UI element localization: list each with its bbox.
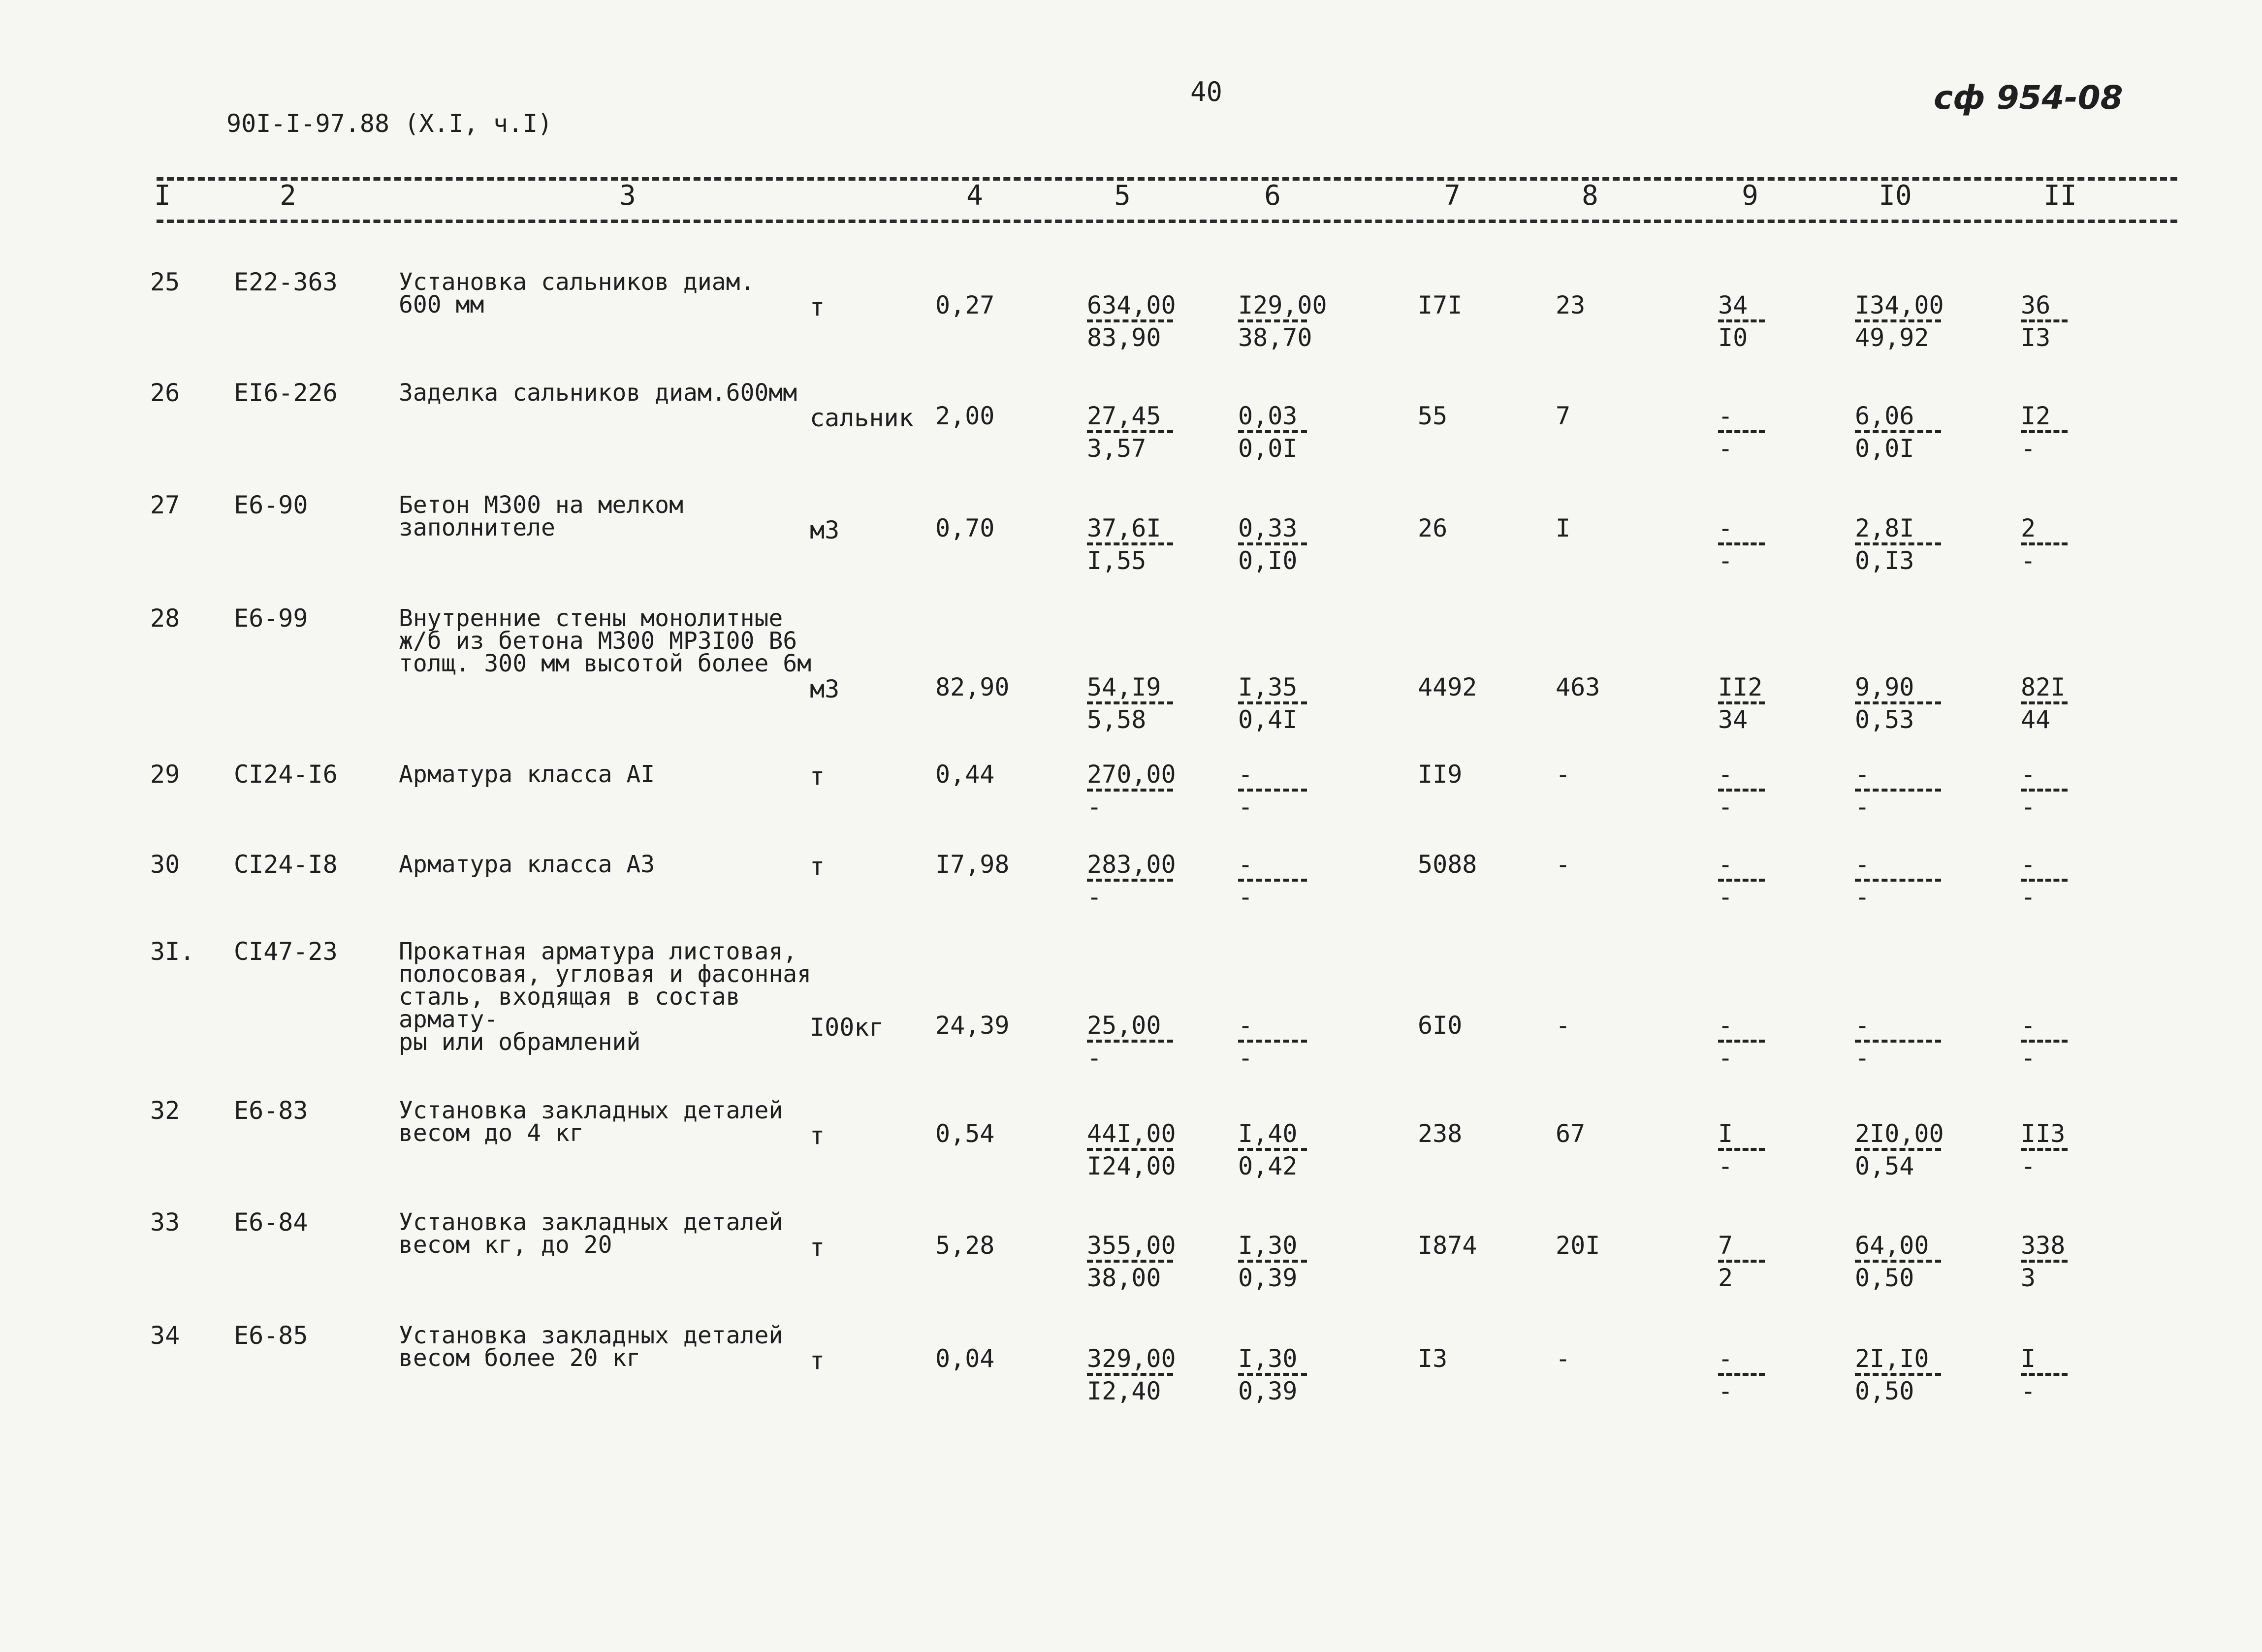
denominator: -: [1855, 793, 1870, 821]
rate-code: E6-83: [234, 1096, 308, 1125]
fraction-bar: [1238, 1260, 1307, 1263]
numerator: 329,00: [1087, 1344, 1176, 1373]
fraction-bar: [1087, 542, 1173, 545]
fraction-bar: [1718, 1373, 1765, 1376]
machine-total: [1718, 291, 1765, 352]
labor-total: [2021, 1119, 2068, 1180]
numerator: -: [1855, 1011, 1870, 1040]
fraction-bar: [1855, 1040, 1941, 1043]
machine-cost: [1238, 760, 1307, 821]
denominator: -: [1855, 883, 1870, 911]
wage-total: 7: [1556, 402, 1571, 430]
quantity: 0,27: [935, 291, 995, 319]
row-number: 26: [150, 379, 180, 407]
fraction-bar: [1718, 789, 1765, 792]
numerator: 82I: [2021, 673, 2066, 701]
row-number: 25: [150, 268, 180, 296]
numerator: I,30: [1238, 1344, 1298, 1373]
unit-of-measure: м3: [810, 675, 840, 703]
denominator: 0,50: [1855, 1264, 1914, 1292]
labor-per-unit: [1855, 1231, 1941, 1292]
unit-cost: [1087, 402, 1173, 463]
denominator: I2,40: [1087, 1377, 1161, 1405]
unit-cost: [1087, 673, 1173, 734]
row-number: 3I.: [150, 937, 195, 966]
numerator: 270,00: [1087, 760, 1176, 789]
labor-total: [2021, 1011, 2068, 1072]
quantity: 5,28: [935, 1231, 995, 1260]
rate-code: E6-85: [234, 1321, 308, 1350]
fraction-bar: [2021, 1148, 2068, 1151]
numerator: 37,6I: [1087, 514, 1161, 542]
denominator: -: [1087, 793, 1102, 821]
numerator: 2I0,00: [1855, 1119, 1944, 1148]
rate-code: E6-99: [234, 604, 308, 633]
denominator: -: [2021, 1152, 2036, 1180]
unit-cost: [1087, 1344, 1176, 1405]
document-code: 90I-I-97.88 (X.I, ч.I): [226, 109, 553, 138]
fraction-bar: [2021, 1260, 2068, 1263]
rate-code: CI47-23: [234, 937, 338, 966]
quantity: 24,39: [935, 1011, 1010, 1040]
denominator: -: [2021, 546, 2036, 575]
rate-code: EI6-226: [234, 379, 338, 407]
total-cost: I7I: [1418, 291, 1463, 319]
fraction-bar: [1718, 701, 1765, 704]
denominator: -: [1238, 1044, 1253, 1072]
column-number: 5: [1114, 180, 1131, 212]
quantity: 0,70: [935, 514, 995, 542]
rate-code: E6-90: [234, 491, 308, 519]
wage-total: -: [1556, 850, 1571, 879]
column-number: I: [154, 180, 171, 212]
machine-cost: [1238, 850, 1307, 911]
fraction-bar: [1238, 1148, 1307, 1151]
fraction-bar: [1087, 319, 1173, 322]
numerator: 2I,I0: [1855, 1344, 1929, 1373]
numerator: I29,00: [1238, 291, 1327, 319]
total-cost: 55: [1418, 402, 1448, 430]
work-description: Установка закладных деталей весом более 20 кг: [399, 1322, 783, 1372]
row-number: 27: [150, 491, 180, 519]
sheet-mark: сф 954-08: [1934, 79, 2123, 117]
labor-total: [2021, 1344, 2068, 1405]
wage-total: -: [1556, 760, 1571, 789]
denominator: I,55: [1087, 546, 1147, 575]
denominator: 3: [2021, 1264, 2036, 1292]
denominator: 0,I3: [1855, 546, 1914, 575]
work-description: Бетон М300 на мелком заполнителе: [399, 491, 683, 541]
numerator: -: [2021, 850, 2036, 879]
machine-total: [1718, 850, 1765, 911]
numerator: 2,8I: [1855, 514, 1914, 542]
numerator: I: [2021, 1344, 2036, 1373]
column-number: 2: [280, 180, 296, 212]
machine-cost: [1238, 673, 1307, 734]
denominator: -: [1855, 1044, 1870, 1072]
quantity: 82,90: [935, 673, 1010, 701]
total-cost: I874: [1418, 1231, 1477, 1260]
machine-total: [1718, 673, 1765, 734]
numerator: I: [1718, 1119, 1733, 1148]
fraction-bar: [2021, 319, 2068, 322]
row-number: 28: [150, 604, 180, 633]
denominator: 38,70: [1238, 323, 1312, 352]
fraction-bar: [1238, 879, 1307, 882]
denominator: -: [1718, 883, 1733, 911]
unit-cost: [1087, 291, 1176, 352]
rate-code: CI24-I8: [234, 850, 338, 879]
numerator: I2: [2021, 402, 2051, 430]
total-cost: I3: [1418, 1344, 1448, 1373]
rate-code: E22-363: [234, 268, 338, 296]
denominator: -: [1087, 883, 1102, 911]
denominator: -: [1718, 1377, 1733, 1405]
numerator: 283,00: [1087, 850, 1176, 879]
numerator: 0,03: [1238, 402, 1298, 430]
total-cost: 238: [1418, 1119, 1463, 1148]
unit-of-measure: т: [810, 1233, 825, 1262]
column-number: 3: [619, 180, 636, 212]
work-description: Арматура класса А3: [399, 851, 655, 878]
fraction-bar: [1718, 319, 1765, 322]
denominator: 0,39: [1238, 1264, 1298, 1292]
column-number: 7: [1444, 180, 1461, 212]
numerator: 54,I9: [1087, 673, 1161, 701]
machine-cost: [1238, 1011, 1307, 1072]
numerator: I,35: [1238, 673, 1298, 701]
numerator: -: [1238, 1011, 1253, 1040]
fraction-bar: [1238, 430, 1307, 433]
denominator: 44: [2021, 705, 2051, 734]
fraction-bar: [1087, 701, 1173, 704]
row-number: 32: [150, 1096, 180, 1125]
machine-total: [1718, 1119, 1765, 1180]
denominator: 49,92: [1855, 323, 1929, 352]
labor-per-unit: [1855, 1119, 1944, 1180]
machine-total: [1718, 1344, 1765, 1405]
unit-of-measure: м3: [810, 516, 840, 544]
fraction-bar: [1087, 1148, 1173, 1151]
fraction-bar: [2021, 701, 2068, 704]
column-number: I0: [1879, 180, 1912, 212]
fraction-bar: [2021, 542, 2068, 545]
labor-total: [2021, 402, 2068, 463]
fraction-bar: [1855, 542, 1941, 545]
numerator: 0,33: [1238, 514, 1298, 542]
unit-of-measure: I00кг: [810, 1013, 884, 1042]
numerator: -: [1238, 760, 1253, 789]
fraction-bar: [1855, 879, 1941, 882]
labor-per-unit: [1855, 1011, 1941, 1072]
unit-cost: [1087, 1119, 1176, 1180]
quantity: I7,98: [935, 850, 1010, 879]
wage-total: 67: [1556, 1119, 1586, 1148]
row-number: 29: [150, 760, 180, 789]
column-number: II: [2043, 180, 2077, 212]
rate-code: E6-84: [234, 1208, 308, 1237]
unit-of-measure: сальник: [810, 404, 914, 432]
machine-cost: [1238, 1344, 1307, 1405]
unit-cost: [1087, 1011, 1173, 1072]
machine-cost: [1238, 1119, 1307, 1180]
row-number: 34: [150, 1321, 180, 1350]
wage-total: 23: [1556, 291, 1586, 319]
wage-total: -: [1556, 1344, 1571, 1373]
wage-total: I: [1556, 514, 1571, 542]
row-number: 30: [150, 850, 180, 879]
labor-per-unit: [1855, 760, 1941, 821]
labor-total: [2021, 673, 2068, 734]
work-description: Заделка сальников диам.600мм: [399, 379, 797, 407]
numerator: 9,90: [1855, 673, 1914, 701]
denominator: 38,00: [1087, 1264, 1161, 1292]
unit-of-measure: т: [810, 762, 825, 791]
machine-cost: [1238, 291, 1327, 352]
denominator: -: [1238, 883, 1253, 911]
numerator: 64,00: [1855, 1231, 1929, 1260]
machine-total: [1718, 760, 1765, 821]
work-description: Арматура класса АI: [399, 761, 655, 788]
fraction-bar: [1718, 430, 1765, 433]
fraction-bar: [1087, 1260, 1173, 1263]
denominator: 0,0I: [1855, 434, 1914, 463]
numerator: 6,06: [1855, 402, 1914, 430]
numerator: 7: [1718, 1231, 1733, 1260]
work-description: Установка закладных деталей весом до 4 кг: [399, 1097, 783, 1147]
labor-per-unit: [1855, 514, 1941, 575]
machine-cost: [1238, 514, 1307, 575]
fraction-bar: [1855, 1373, 1941, 1376]
denominator: -: [2021, 1377, 2036, 1405]
numerator: -: [2021, 760, 2036, 789]
machine-cost: [1238, 1231, 1307, 1292]
fraction-bar: [1855, 789, 1941, 792]
denominator: 0,4I: [1238, 705, 1298, 734]
labor-per-unit: [1855, 291, 1944, 352]
work-description: Установка сальников диам. 600 мм: [399, 268, 755, 318]
numerator: I34,00: [1855, 291, 1944, 319]
total-cost: II9: [1418, 760, 1463, 789]
unit-of-measure: т: [810, 1121, 825, 1150]
numerator: 355,00: [1087, 1231, 1176, 1260]
fraction-bar: [1855, 1148, 1941, 1151]
numerator: 36: [2021, 291, 2051, 319]
unit-of-measure: т: [810, 1346, 825, 1375]
unit-of-measure: т: [810, 852, 825, 881]
numerator: 338: [2021, 1231, 2066, 1260]
unit-cost: [1087, 850, 1176, 911]
denominator: -: [1718, 1152, 1733, 1180]
denominator: 3,57: [1087, 434, 1147, 463]
labor-total: [2021, 760, 2068, 821]
denominator: 0,53: [1855, 705, 1914, 734]
fraction-bar: [1855, 1260, 1941, 1263]
wage-total: 463: [1556, 673, 1600, 701]
fraction-bar: [1855, 319, 1941, 322]
numerator: 27,45: [1087, 402, 1161, 430]
numerator: -: [2021, 1011, 2036, 1040]
denominator: 83,90: [1087, 323, 1161, 352]
denominator: 5,58: [1087, 705, 1147, 734]
denominator: -: [2021, 434, 2036, 463]
denominator: -: [2021, 793, 2036, 821]
machine-total: [1718, 402, 1765, 463]
fraction-bar: [1718, 1040, 1765, 1043]
numerator: 634,00: [1087, 291, 1176, 319]
wage-total: 20I: [1556, 1231, 1600, 1260]
labor-per-unit: [1855, 850, 1941, 911]
unit-cost: [1087, 1231, 1176, 1292]
denominator: -: [1087, 1044, 1102, 1072]
numerator: 2: [2021, 514, 2036, 542]
total-cost: 4492: [1418, 673, 1477, 701]
denominator: I3: [2021, 323, 2051, 352]
machine-total: [1718, 1011, 1765, 1072]
denominator: 0,I0: [1238, 546, 1298, 575]
denominator: -: [1718, 546, 1733, 575]
fraction-bar: [1087, 879, 1173, 882]
fraction-bar: [1087, 789, 1173, 792]
denominator: -: [1238, 793, 1253, 821]
work-description: Установка закладных деталей весом кг, до 20: [399, 1208, 783, 1259]
denominator: 0,50: [1855, 1377, 1914, 1405]
fraction-bar: [1087, 1040, 1173, 1043]
fraction-bar: [1718, 879, 1765, 882]
fraction-bar: [1087, 430, 1173, 433]
labor-per-unit: [1855, 1344, 1941, 1405]
denominator: -: [1718, 1044, 1733, 1072]
fraction-bar: [1718, 1148, 1765, 1151]
labor-per-unit: [1855, 673, 1941, 734]
denominator: 34: [1718, 705, 1748, 734]
column-number: 9: [1742, 180, 1758, 212]
unit-of-measure: т: [810, 293, 825, 321]
numerator: -: [1855, 850, 1870, 879]
column-number: 4: [966, 180, 983, 212]
machine-cost: [1238, 402, 1307, 463]
denominator: 0,0I: [1238, 434, 1298, 463]
numerator: -: [1718, 760, 1733, 789]
numerator: -: [1718, 514, 1733, 542]
fraction-bar: [2021, 1040, 2068, 1043]
fraction-bar: [2021, 1373, 2068, 1376]
denominator: 0,54: [1855, 1152, 1914, 1180]
denominator: 0,39: [1238, 1377, 1298, 1405]
denominator: I24,00: [1087, 1152, 1176, 1180]
numerator: -: [1238, 850, 1253, 879]
row-number: 33: [150, 1208, 180, 1237]
total-cost: 5088: [1418, 850, 1477, 879]
unit-cost: [1087, 760, 1176, 821]
labor-total: [2021, 514, 2068, 575]
quantity: 0,44: [935, 760, 995, 789]
denominator: -: [1718, 793, 1733, 821]
labor-total: [2021, 1231, 2068, 1292]
numerator: -: [1718, 1344, 1733, 1373]
fraction-bar: [1238, 789, 1307, 792]
fraction-bar: [1238, 542, 1307, 545]
numerator: I,30: [1238, 1231, 1298, 1260]
denominator: -: [1718, 434, 1733, 463]
column-number: 6: [1264, 180, 1281, 212]
machine-total: [1718, 1231, 1765, 1292]
work-description: Внутренние стены монолитные ж/б из бетона М300 МРЗI00 В6 толщ. 300 мм высотой более 6м: [399, 604, 812, 677]
numerator: -: [1718, 402, 1733, 430]
fraction-bar: [1718, 1260, 1765, 1263]
column-number: 8: [1582, 180, 1598, 212]
labor-total: [2021, 850, 2068, 911]
numerator: -: [1718, 850, 1733, 879]
labor-per-unit: [1855, 402, 1941, 463]
quantity: 0,04: [935, 1344, 995, 1373]
fraction-bar: [1855, 701, 1941, 704]
quantity: 2,00: [935, 402, 995, 430]
denominator: I0: [1718, 323, 1748, 352]
denominator: 0,42: [1238, 1152, 1298, 1180]
fraction-bar: [1238, 1373, 1307, 1376]
fraction-bar: [2021, 430, 2068, 433]
fraction-bar: [1238, 319, 1307, 322]
fraction-bar: [1855, 430, 1941, 433]
page-number: 40: [1190, 76, 1223, 107]
numerator: I,40: [1238, 1119, 1298, 1148]
denominator: 2: [1718, 1264, 1733, 1292]
machine-total: [1718, 514, 1765, 575]
work-description: Прокатная арматура листовая, полосовая, угловая и фасонная сталь, входящая в состав армату- ры или обрамлений: [399, 938, 812, 1056]
numerator: II3: [2021, 1119, 2066, 1148]
numerator: -: [1718, 1011, 1733, 1040]
fraction-bar: [1718, 542, 1765, 545]
unit-cost: [1087, 514, 1173, 575]
fraction-bar: [1238, 1040, 1307, 1043]
fraction-bar: [1087, 1373, 1173, 1376]
fraction-bar: [2021, 879, 2068, 882]
fraction-bar: [1238, 701, 1307, 704]
numerator: 25,00: [1087, 1011, 1161, 1040]
fraction-bar: [2021, 789, 2068, 792]
numerator: II2: [1718, 673, 1763, 701]
numerator: 44I,00: [1087, 1119, 1176, 1148]
numerator: -: [1855, 760, 1870, 789]
quantity: 0,54: [935, 1119, 995, 1148]
total-cost: 26: [1418, 514, 1448, 542]
labor-total: [2021, 291, 2068, 352]
denominator: -: [2021, 883, 2036, 911]
total-cost: 6I0: [1418, 1011, 1463, 1040]
rate-code: CI24-I6: [234, 760, 338, 789]
denominator: -: [2021, 1044, 2036, 1072]
header-bottom-rule: [157, 220, 2177, 223]
numerator: 34: [1718, 291, 1748, 319]
wage-total: -: [1556, 1011, 1571, 1040]
